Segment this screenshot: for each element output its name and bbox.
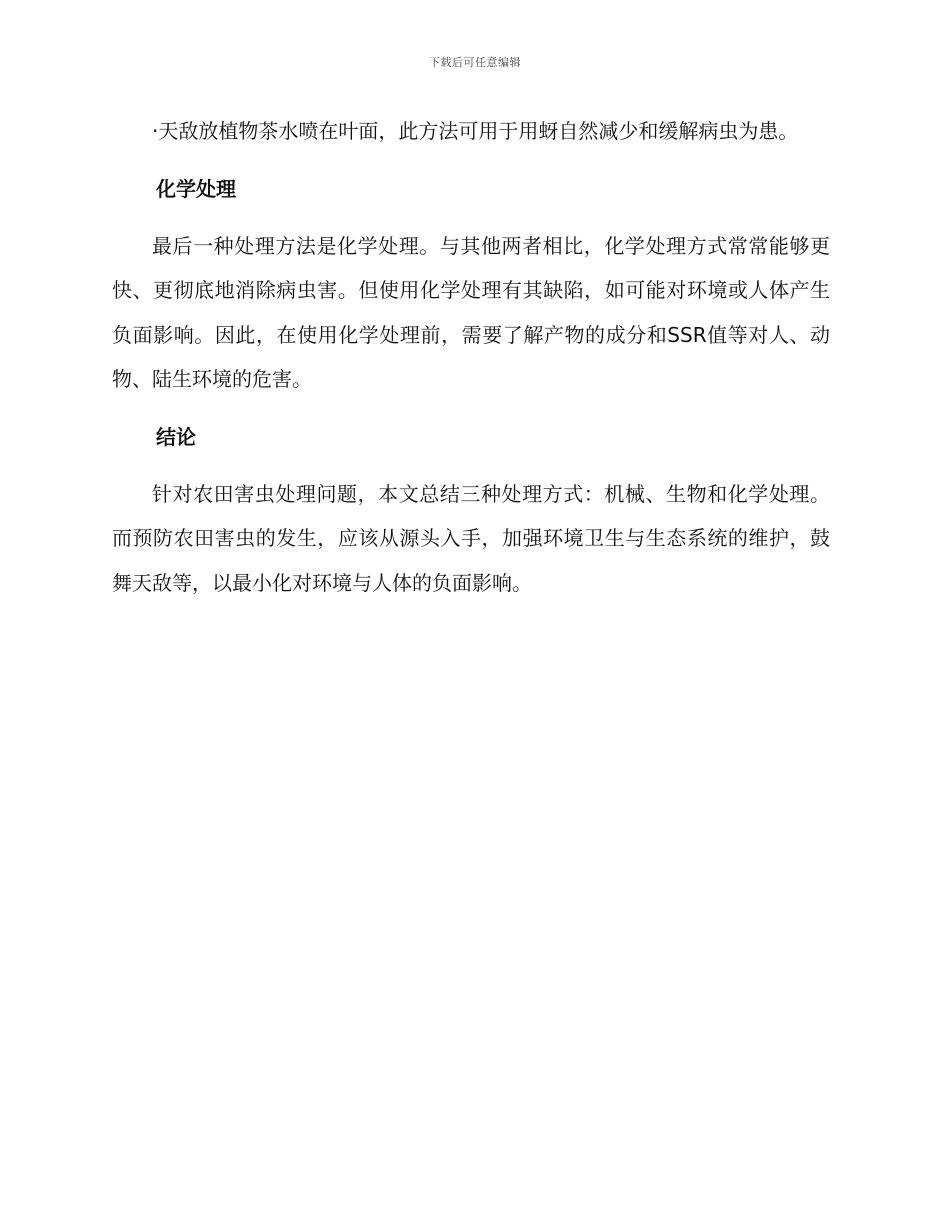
chemical-paragraph: 最后一种处理方法是化学处理。与其他两者相比，化学处理方式常常能够更快、更彻底地消除病虫害。但使用化学处理有其缺陷，如可能对环境或人体产生负面影响。因此，在使用化学处理前，需要了解产物的成分和SSR值等对人、动物、陆生环境的危害。 — [112, 233, 830, 391]
section-heading-conclusion: 结论 — [156, 424, 196, 449]
document-body — [112, 109, 830, 618]
section-heading-chemical: 化学处理 — [156, 176, 236, 201]
conclusion-paragraph: 针对农田害虫处理问题，本文总结三种处理方式：机械、生物和化学处理。而预防农田害虫的发生，应该从源头入手，加强环境卫生与生态系统的维护，鼓舞天敌等，以最小化对环境与人体的负面影响。 — [112, 481, 830, 595]
bullet-paragraph: ·天敌放植物茶水喷在叶面，此方法可用于用蚜自然减少和缓解病虫为患。 — [152, 119, 799, 143]
page-header: 下载后可任意编辑 — [429, 56, 521, 69]
